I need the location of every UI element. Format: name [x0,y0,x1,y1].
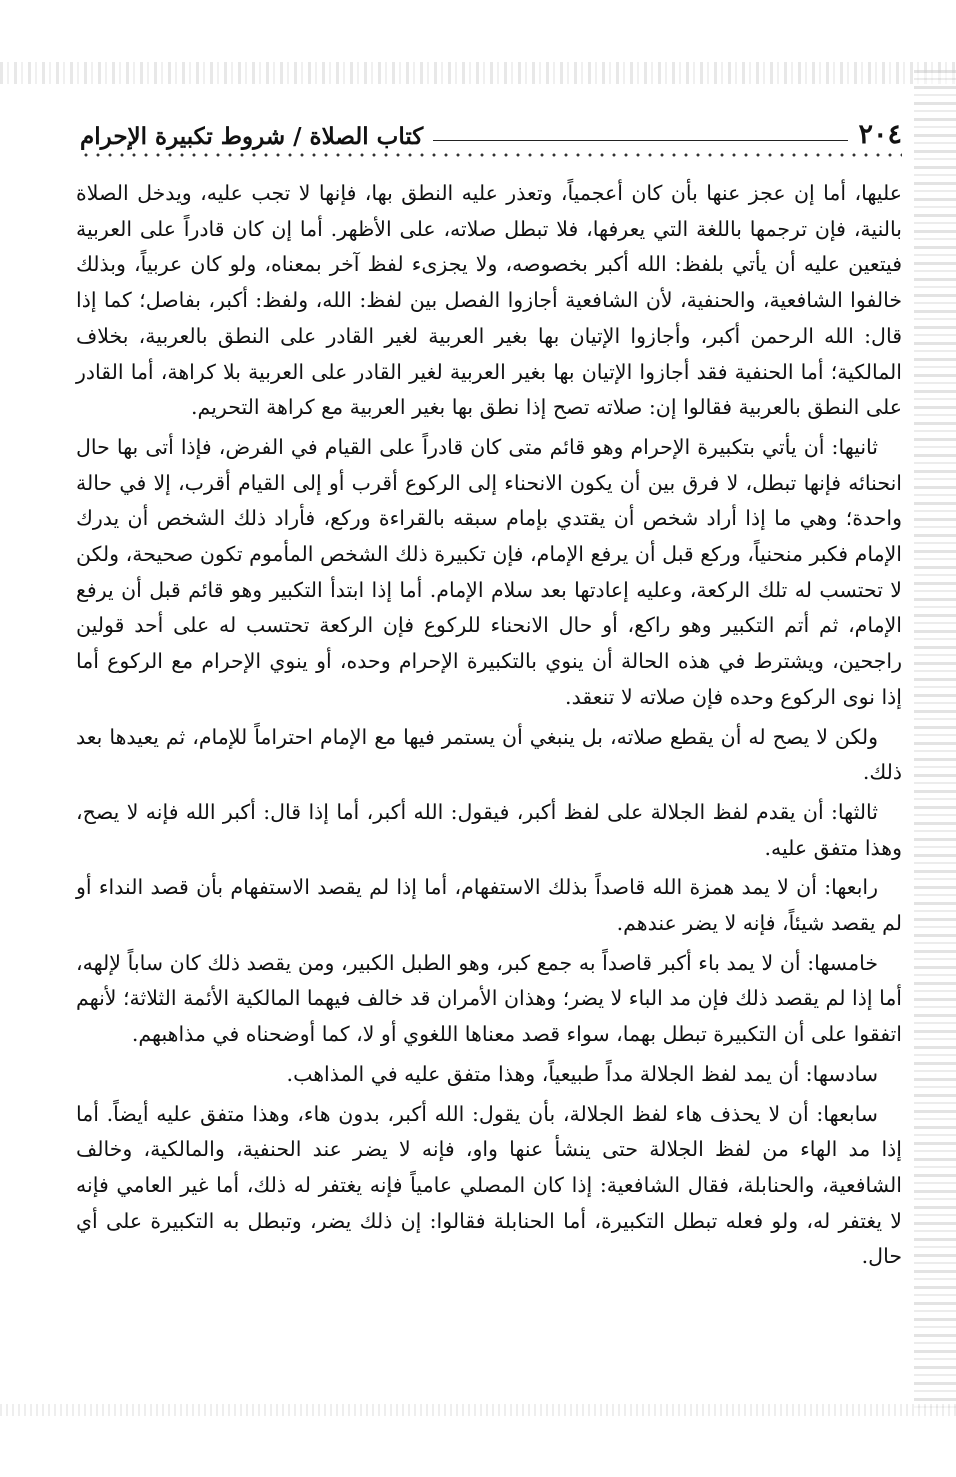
scan-noise-top [0,62,956,84]
running-title: كتاب الصلاة / شروط تكبيرة الإحرام [80,123,424,150]
paragraph-condition-4: رابعها: أن لا يمد همزة الله قاصداً بذلك الاستفهام، أما إذا لم يقصد الاستفهام بأن قصد النداء أو لم يقصد شيئاً، فإنه لا يضر عندهم. [76,875,902,936]
scan-noise-right-edge [914,70,956,1410]
paragraph-condition-6: سادسها: أن يمد لفظ الجلالة مداً طبيعياً، وهذا متفق عليه في المذاهب. [286,1061,878,1086]
page-header [80,110,902,150]
paragraph-condition-2-note: ولكن لا يصح له أن يقطع صلاته، بل ينبغي أن يستمر فيها مع الإمام احتراماً للإمام، ثم يعيدها بعد ذلك. [76,724,902,785]
paragraph-condition-5: خامسها: أن لا يمد باء أكبر قاصداً به جمع كبر، وهو الطبل الكبير، ومن يقصد ذلك كان ساباً لإلهه، أما إذا لم يقصد ذلك فإن مد الباء لا يضر؛ وهذان الأمران قد خالف فيهما المالكية الأئمة الثلاثة؛ لأنهم اتفقوا على أن التكبيرة تبطل بهما، سواء قصد معناها اللغوي أو لا، كما أوضحناه في مذاهبهم. [76,950,902,1047]
paragraph-condition-2: ثانيها: أن يأتي بتكبيرة الإحرام وهو قائم متى كان قادراً على القيام في الفرض، فإذا أتى بها حال انحنائه فإنها تبطل، لا فرق بين أن يكون الانحناء إلى الركوع أقرب أو إلى القيام أقرب، إلا في حالة واحدة؛ وهي ما إذا أراد شخص أن يقتدي بإمام سبقه بالقراءة وركع، فأراد ذلك الشخص أن يدرك الإمام فكبر منحنياً، وركع قبل أن يرفع الإمام، فإن تكبيرة ذلك الشخص المأموم تكون صحيحة، ولكن لا تحتسب له تلك الركعة، وعليه إعادتها بعد سلام الإمام. أما إذا ابتدأ التكبير وهو قائم قبل أن يرفع الإمام، ثم أتم التكبير وهو راكع، أو حال الانحناء للركوع فإن الركعة تحتسب له على أحد قولين راجحين، ويشترط في هذه الحالة أن ينوي بالتكبيرة الإحرام وحده، أو ينوي الإحرام مع الركوع أما إذا نوى الركوع وحده فإن صلاته لا تنعقد. [76,434,902,709]
header-dotted-divider [80,152,902,158]
page-number: ٢٠٤ [858,119,902,150]
scan-noise-bottom [0,1404,956,1416]
header-rule [433,140,848,141]
paragraph-continuation: عليها، أما إن عجز عنها بأن كان أعجمياً، وتعذر عليه النطق بها، فإنها لا تجب عليه، ويدخل الصلاة بالنية، فإن ترجمها باللغة التي يعرفها، فلا تبطل صلاته، على الأظهر. أما إن كان قادراً على العربية فيتعين عليه أن يأتي بلفظ: الله أكبر بخصوصه، ولا يجزىء لفظ آخر بمعناه، ولو كان عربياً، وبذلك خالفوا الشافعية، والحنفية، لأن الشافعية أجازوا الفصل بين لفظ: الله، ولفظ: أكبر، بفاصل؛ كما إذا قال: الله الرحمن أكبر، وأجازوا الإتيان بها بغير العربية لغير القادر على النطق بالعربية، بخلاف المالكية؛ أما الحنفية فقد أجازوا الإتيان بها بغير العربية لغير القادر على العربية بلا كراهة، أما القادر على النطق بالعربية فقالوا إن: صلاته تصح إذا نطق بها بغير العربية مع كراهة التحريم. [76,181,902,420]
paragraph-condition-3: ثالثها: أن يقدم لفظ الجلالة على لفظ أكبر، فيقول: الله أكبر، أما إذا قال: أكبر الله فإنه لا يصح، وهذا متفق عليه. [76,799,902,860]
paragraph-condition-7: سابعها: أن لا يحذف هاء لفظ الجلالة، بأن يقول: الله أكبر، بدون هاء، وهذا متفق عليه أيضاً. أما إذا مد الهاء من لفظ الجلالة حتى ينشأ عنها واو، فإنه لا يضر عند الحنفية، والمالكية، وخالف الشافعية، والحنابلة، فقال الشافعية: إذا كان المصلي عامياً فإنه يغتفر له ذلك، أما غير العامي فإنه لا يغتفر له، ولو فعله تبطل التكبيرة، أما الحنابلة فقالوا: إن ذلك يضر، وتبطل به التكبيرة على أي حال. [76,1101,902,1269]
page-body [76,176,902,1279]
